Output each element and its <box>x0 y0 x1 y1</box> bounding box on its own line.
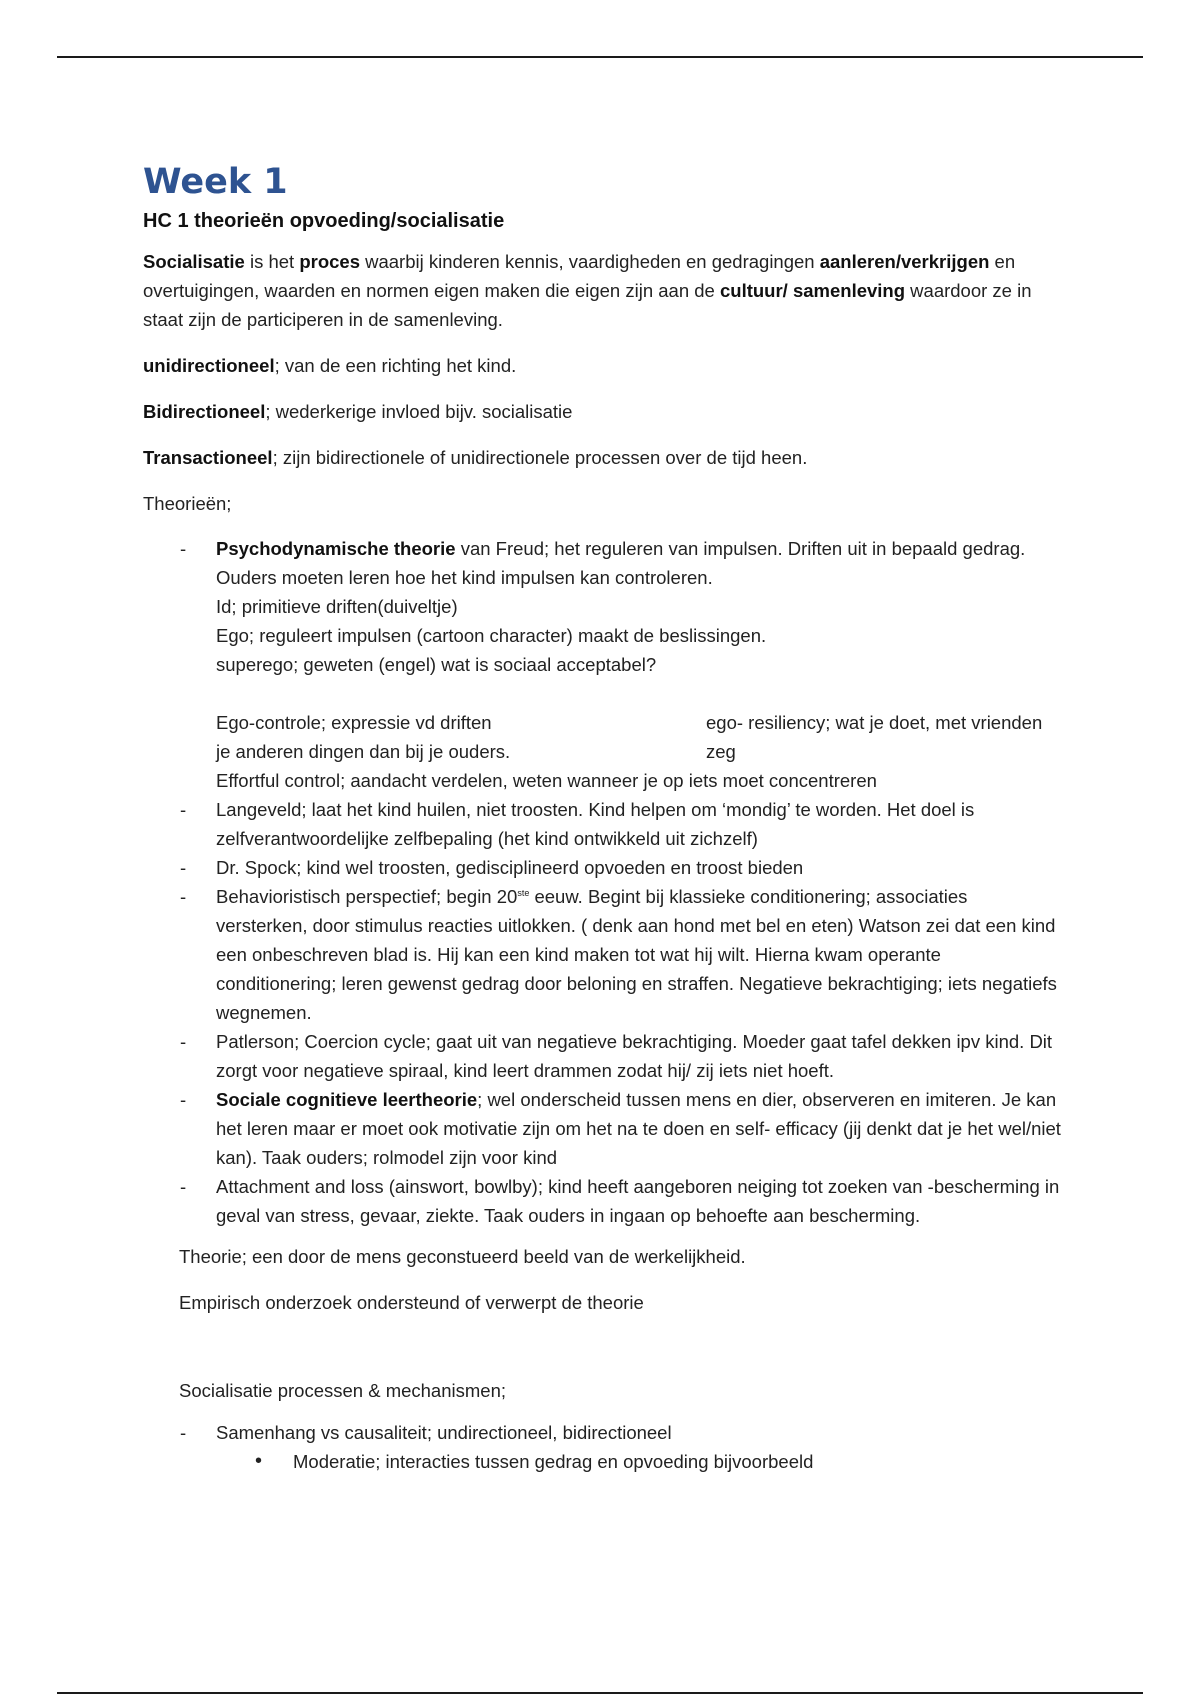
list-item-psychodynamic <box>143 534 1063 795</box>
list-item-attachment: - Attachment and loss (ainswort, bowlby); kind heeft aangeboren neiging tot zoeken van -bescherming in geval van stress, gevaar, ziekte. Taak ouders in ingaan op behoefte aan bescherming. <box>143 1172 1063 1230</box>
ego-resiliency-cont: je anderen dingen dan bij je ouders. <box>216 741 511 762</box>
id-line: Id; primitieve driften(duiveltje) <box>216 596 458 617</box>
behaviorism-text-a: Behavioristisch perspectief; begin 20 <box>216 886 518 907</box>
effortful-control: Effortful control; aandacht verdelen, weten wanneer je op iets moet concentreren <box>216 770 877 791</box>
ego-line: Ego; reguleert impulsen (cartoon character) maakt de beslissingen. <box>216 625 767 646</box>
empirical-research: Empirisch onderzoek ondersteund of verwerpt de theorie <box>179 1292 644 1313</box>
list-item-behaviorism <box>143 882 1063 1027</box>
list-item-social-cognitive <box>143 1085 1063 1172</box>
page-title: Week 1 <box>143 162 288 202</box>
term-socialisatie: Socialisatie <box>143 251 245 272</box>
definition-text-1: is het <box>244 251 300 272</box>
term-proces: proces <box>299 251 360 272</box>
list-item-patterson: - Patlerson; Coercion cycle; gaat uit van negatieve bekrachtiging. Moeder gaat tafel dekken ipv kind. Dit zorgt voor negatieve spiraal, kind leert drammen zodat hij/ zij iets niet hoeft. <box>143 1027 1063 1085</box>
list-item-spock: - Dr. Spock; kind wel troosten, gedisciplineerd opvoeden en troost bieden <box>143 853 1063 882</box>
term-bidirectioneel-text: ; wederkerige invloed bijv. socialisatie <box>265 401 573 422</box>
document-body <box>143 160 1063 1476</box>
list-item-samenhang: - Samenhang vs causaliteit; undirectioneel, bidirectioneel <box>143 1418 1063 1447</box>
term-psychodynamic: Psychodynamische theorie <box>216 538 456 559</box>
moderation-list <box>143 1447 1063 1476</box>
psychodynamic-intro <box>216 534 1063 592</box>
spacer <box>143 1334 1063 1376</box>
ego-control: Ego-controle; expressie vd driften <box>216 712 492 733</box>
header-rule <box>57 56 1143 58</box>
behaviorism-text-b: eeuw. Begint bij klassieke conditionering; associaties versterken, door stimulus reacties uitlokken. ( denk aan hond met bel en eten) Watson zei dat een kind een onbeschreven blad is. Hij kan een kind maken tot wat hij wilt. Hierna kwam operante conditionering; leren gewenst gedrag door beloning en straffen. Negatieve bekrachtiging; iets negatiefs wegnemen. <box>216 886 1057 1023</box>
term-paragraph-bidirectioneel <box>143 397 1063 426</box>
social-cognitive-text: ; wel onderscheid tussen mens en dier, observeren en imiteren. Je kan het leren maar er moet ook motivatie zijn om het na te doen en self- efficacy (jij denkt dat je het wel/niet kan). Taak ouders; rolmodel zijn voor kind <box>216 1089 1061 1168</box>
list-item-moderation: • Moderatie; interacties tussen gedrag en opvoeding bijvoorbeeld <box>143 1447 1063 1476</box>
list-item-langeveld: - Langeveld; laat het kind huilen, niet troosten. Kind helpen om ‘mondig’ te worden. Het doel is zelfverantwoordelijke zelfbepaling (het kind ontwikkeld uit zichzelf) <box>143 795 1063 853</box>
theories-label: Theorieën; <box>143 493 232 514</box>
term-cultuur: cultuur/ samenleving <box>719 280 906 301</box>
processes-label: Socialisatie processen & mechanismen; <box>179 1380 506 1401</box>
processes-list <box>143 1418 1063 1447</box>
definition-text-3: en overtuigingen, waarden en normen eigen maken die eigen zijn aan de <box>143 251 1016 301</box>
term-transactioneel: Transactioneel <box>143 447 273 468</box>
term-transactioneel-text: ; zijn bidirectionele of unidirectionele processen over de tijd heen. <box>272 447 808 468</box>
term-unidirectioneel: unidirectioneel <box>143 355 275 376</box>
footer-rule <box>57 1692 1143 1694</box>
term-bidirectioneel: Bidirectioneel <box>143 401 266 422</box>
definition-text-2: waarbij kinderen kennis, vaardigheden en gedragingen <box>359 251 820 272</box>
blank-line <box>216 679 1063 708</box>
theories-list <box>143 534 1063 1230</box>
term-unidirectioneel-text: ; van de een richting het kind. <box>274 355 517 376</box>
socialisatie-definition <box>143 247 1063 334</box>
psychodynamic-text: van Freud; het reguleren van impulsen. Driften uit in bepaald gedrag. Ouders moeten leren hoe het kind impulsen kan controleren. <box>216 538 1026 588</box>
ego-resiliency: ego- resiliency; wat je doet, met vrienden zeg <box>706 712 1043 762</box>
term-paragraph-unidirectioneel <box>143 351 1063 380</box>
term-social-cognitive: Sociale cognitieve leertheorie <box>216 1089 478 1110</box>
superego-line: superego; geweten (engel) wat is sociaal acceptabel? <box>216 654 657 675</box>
term-paragraph-transactioneel <box>143 443 1063 472</box>
lecture-subtitle: HC 1 theorieën opvoeding/socialisatie <box>143 210 505 232</box>
theory-definition: Theorie; een door de mens geconstueerd beeld van de werkelijkheid. <box>179 1246 746 1267</box>
term-aanleren: aanleren/verkrijgen <box>819 251 990 272</box>
definition-text-4: waardoor ze in staat zijn de participeren in de samenleving. <box>143 280 1032 330</box>
behaviorism-superscript: ste <box>517 887 530 898</box>
